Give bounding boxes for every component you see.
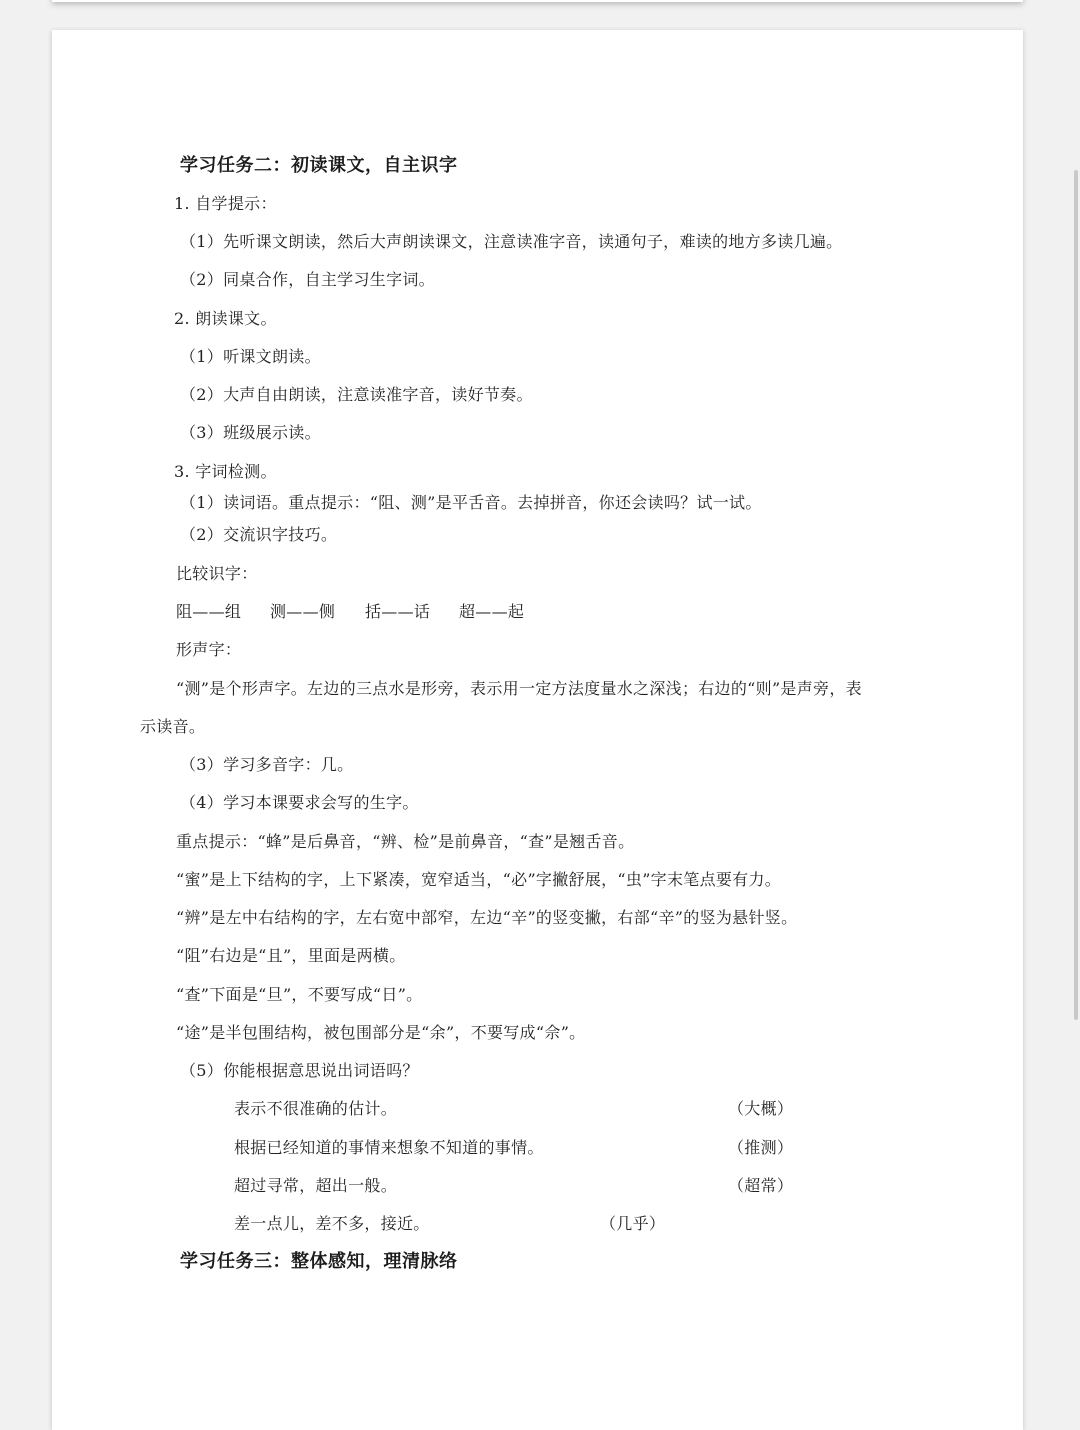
section-3-item-2: （2）交流识字技巧。 bbox=[180, 525, 338, 544]
vocab-meaning: 差一点儿，差不多，接近。 bbox=[234, 1214, 430, 1233]
section-2-item-2: （2）大声自由朗读，注意读准字音，读好节奏。 bbox=[180, 385, 533, 404]
char-note-zu: “阻”右边是“且”，里面是两横。 bbox=[176, 946, 406, 965]
section-2-item-3: （3）班级展示读。 bbox=[180, 423, 321, 442]
compare-pair: 测——侧 bbox=[270, 602, 336, 621]
vocab-answer: （几乎） bbox=[600, 1214, 666, 1233]
ce-explanation-line-1: “测”是个形声字。左边的三点水是形旁，表示用一定方法度量水之深浅；右边的“则”是声旁，表 bbox=[176, 679, 862, 698]
vocab-meaning: 根据已经知道的事情来想象不知道的事情。 bbox=[234, 1138, 544, 1157]
vocab-answer: （大概） bbox=[728, 1099, 794, 1118]
char-note-cha: “查”下面是“旦”，不要写成“日”。 bbox=[176, 985, 423, 1004]
previous-page-edge bbox=[52, 0, 1023, 2]
compare-label: 比较识字： bbox=[176, 564, 258, 583]
compare-pair: 括——话 bbox=[365, 602, 431, 621]
vocab-meaning: 表示不很准确的估计。 bbox=[234, 1099, 398, 1118]
section-3-title: 3. 字词检测。 bbox=[174, 462, 277, 481]
task3-heading: 学习任务三：整体感知，理清脉络 bbox=[180, 1251, 458, 1272]
vocab-meaning: 超过寻常，超出一般。 bbox=[234, 1176, 398, 1195]
task2-heading: 学习任务二：初读课文，自主识字 bbox=[180, 155, 458, 176]
vocab-answer: （超常） bbox=[728, 1176, 794, 1195]
section-2-title: 2. 朗读课文。 bbox=[174, 309, 277, 328]
compare-pair: 超——起 bbox=[459, 602, 525, 621]
vocab-answer: （推测） bbox=[728, 1138, 794, 1157]
document-page bbox=[52, 30, 1023, 1430]
section-3-item-1: （1）读词语。重点提示：“阻、测”是平舌音。去掉拼音，你还会读吗？试一试。 bbox=[180, 493, 762, 512]
char-note-mi: “蜜”是上下结构的字，上下紧凑，宽窄适当，“必”字撇舒展，“虫”字末笔点要有力。 bbox=[176, 870, 782, 889]
key-hint: 重点提示：“蜂”是后鼻音，“辨、检”是前鼻音，“查”是翘舌音。 bbox=[176, 832, 635, 851]
char-note-bian: “辨”是左中右结构的字，左右宽中部窄，左边“辛”的竖变撇，右部“辛”的竖为悬针竖。 bbox=[176, 908, 798, 927]
scrollbar[interactable] bbox=[1074, 170, 1078, 1020]
compare-pair: 阻——组 bbox=[176, 602, 242, 621]
section-2-item-1: （1）听课文朗读。 bbox=[180, 347, 321, 366]
ce-explanation-line-2: 示读音。 bbox=[140, 717, 206, 736]
section-3-item-5: （5）你能根据意思说出词语吗？ bbox=[180, 1061, 419, 1080]
section-3-item-4: （4）学习本课要求会写的生字。 bbox=[180, 793, 419, 812]
section-3-item-3: （3）学习多音字：几。 bbox=[180, 755, 354, 774]
char-note-tu: “途”是半包围结构，被包围部分是“余”，不要写成“佘”。 bbox=[176, 1023, 586, 1042]
section-1-title: 1. 自学提示： bbox=[174, 194, 277, 213]
xingsheng-label: 形声字： bbox=[176, 640, 242, 659]
section-1-item-2: （2）同桌合作，自主学习生字词。 bbox=[180, 270, 435, 289]
section-1-item-1: （1）先听课文朗读，然后大声朗读课文，注意读准字音，读通句子，难读的地方多读几遍。 bbox=[180, 232, 843, 251]
